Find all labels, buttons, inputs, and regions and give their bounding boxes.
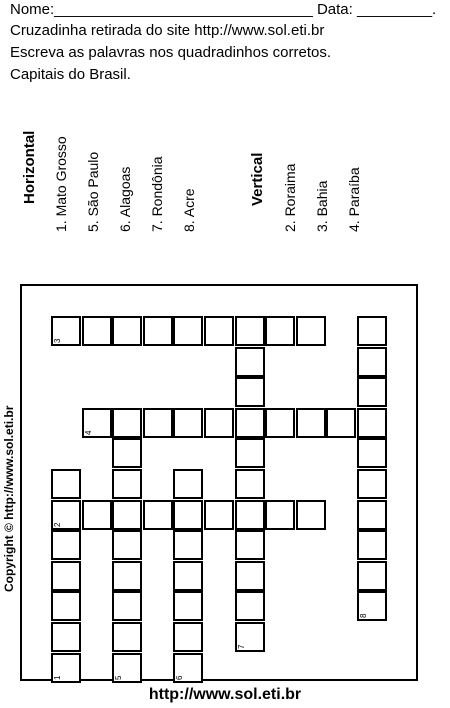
cell-number: 3 xyxy=(53,338,62,343)
crossword-cell[interactable] xyxy=(296,500,326,530)
crossword-cell[interactable] xyxy=(82,316,112,346)
crossword-cell[interactable] xyxy=(357,469,387,499)
horizontal-clue: 7. Rondônia xyxy=(149,156,165,232)
crossword-cell[interactable] xyxy=(173,530,203,560)
crossword-cell[interactable] xyxy=(143,500,173,530)
crossword-cell[interactable] xyxy=(265,500,295,530)
horizontal-clue: 1. Mato Grosso xyxy=(53,136,69,232)
crossword-cell[interactable] xyxy=(112,469,142,499)
crossword-cell[interactable] xyxy=(112,438,142,468)
crossword-cell[interactable] xyxy=(296,408,326,438)
crossword-cell[interactable] xyxy=(235,469,265,499)
horizontal-clue: 8. Acre xyxy=(181,188,197,232)
crossword-cell[interactable] xyxy=(204,500,234,530)
crossword-cell[interactable] xyxy=(112,316,142,346)
crossword-cell[interactable] xyxy=(235,316,265,346)
source-line: Cruzadinha retirada do site http://www.sol.eti.br xyxy=(10,22,325,39)
horizontal-clue: 5. São Paulo xyxy=(85,151,101,232)
crossword-cell[interactable] xyxy=(357,347,387,377)
crossword-cell[interactable] xyxy=(235,561,265,591)
crossword-cell[interactable] xyxy=(357,561,387,591)
cell-number: 5 xyxy=(114,675,124,680)
horizontal-heading: Horizontal xyxy=(21,130,38,204)
crossword-cell[interactable] xyxy=(235,591,265,621)
crossword-cell[interactable] xyxy=(112,561,142,591)
crossword-cell[interactable] xyxy=(173,591,203,621)
crossword-cell[interactable] xyxy=(235,377,265,407)
crossword-cell[interactable] xyxy=(357,316,387,346)
clue-list xyxy=(0,0,450,240)
vertical-clue: 2. Roraima xyxy=(282,163,298,232)
crossword-cell[interactable] xyxy=(357,530,387,560)
crossword-cell[interactable] xyxy=(51,591,81,621)
vertical-clue: 4. Paraíba xyxy=(346,167,362,232)
crossword-cell[interactable] xyxy=(235,347,265,377)
footer-url: http://www.sol.eti.br xyxy=(148,686,302,703)
crossword-cell[interactable] xyxy=(235,500,265,530)
crossword-cell[interactable] xyxy=(173,408,203,438)
crossword-cell[interactable] xyxy=(235,438,265,468)
crossword-cell[interactable] xyxy=(143,316,173,346)
cell-number: 4 xyxy=(83,430,93,435)
crossword-cell[interactable] xyxy=(173,316,203,346)
topic-line: Capitais do Brasil. xyxy=(10,66,131,83)
crossword-cell[interactable] xyxy=(112,500,142,530)
crossword-cell[interactable] xyxy=(173,561,203,591)
crossword-cell[interactable] xyxy=(204,316,234,346)
crossword-cell[interactable] xyxy=(204,408,234,438)
vertical-heading: Vertical xyxy=(249,152,266,206)
crossword-cell[interactable] xyxy=(173,469,203,499)
cell-number: 7 xyxy=(236,644,246,649)
cell-number: 6 xyxy=(175,675,185,680)
cell-number: 2 xyxy=(53,522,62,527)
crossword-cell[interactable] xyxy=(112,591,142,621)
copyright-text: Copyright © http://www.sol.eti.br xyxy=(2,405,16,592)
instructions-line: Escreva as palavras nos quadradinhos corretos. xyxy=(10,44,332,61)
crossword-cell[interactable] xyxy=(51,561,81,591)
cell-number: 1 xyxy=(53,675,62,680)
crossword-cell[interactable] xyxy=(265,408,295,438)
crossword-cell[interactable] xyxy=(357,438,387,468)
name-date-line: Nome:_______________________________ Data: _________. xyxy=(10,1,437,18)
crossword-cell[interactable] xyxy=(143,408,173,438)
crossword-cell[interactable] xyxy=(112,408,142,438)
crossword-cell[interactable] xyxy=(51,469,81,499)
cell-number: 8 xyxy=(359,613,368,619)
crossword-cell[interactable] xyxy=(112,622,142,652)
crossword-cell[interactable] xyxy=(357,408,387,438)
crossword-cell[interactable] xyxy=(326,408,356,438)
crossword-cell[interactable] xyxy=(173,500,203,530)
crossword-cell[interactable] xyxy=(82,500,112,530)
horizontal-clue: 6. Alagoas xyxy=(117,166,133,232)
vertical-clue: 3. Bahia xyxy=(314,180,330,232)
crossword-cell[interactable] xyxy=(357,500,387,530)
crossword-cell[interactable] xyxy=(357,377,387,407)
crossword-cell[interactable] xyxy=(235,530,265,560)
crossword-cell[interactable] xyxy=(112,530,142,560)
crossword-cell[interactable] xyxy=(235,408,265,438)
crossword-cell[interactable] xyxy=(51,530,81,560)
crossword-cell[interactable] xyxy=(173,622,203,652)
crossword-cell[interactable] xyxy=(265,316,295,346)
crossword-cell[interactable] xyxy=(296,316,326,346)
crossword-cell[interactable] xyxy=(51,622,81,652)
